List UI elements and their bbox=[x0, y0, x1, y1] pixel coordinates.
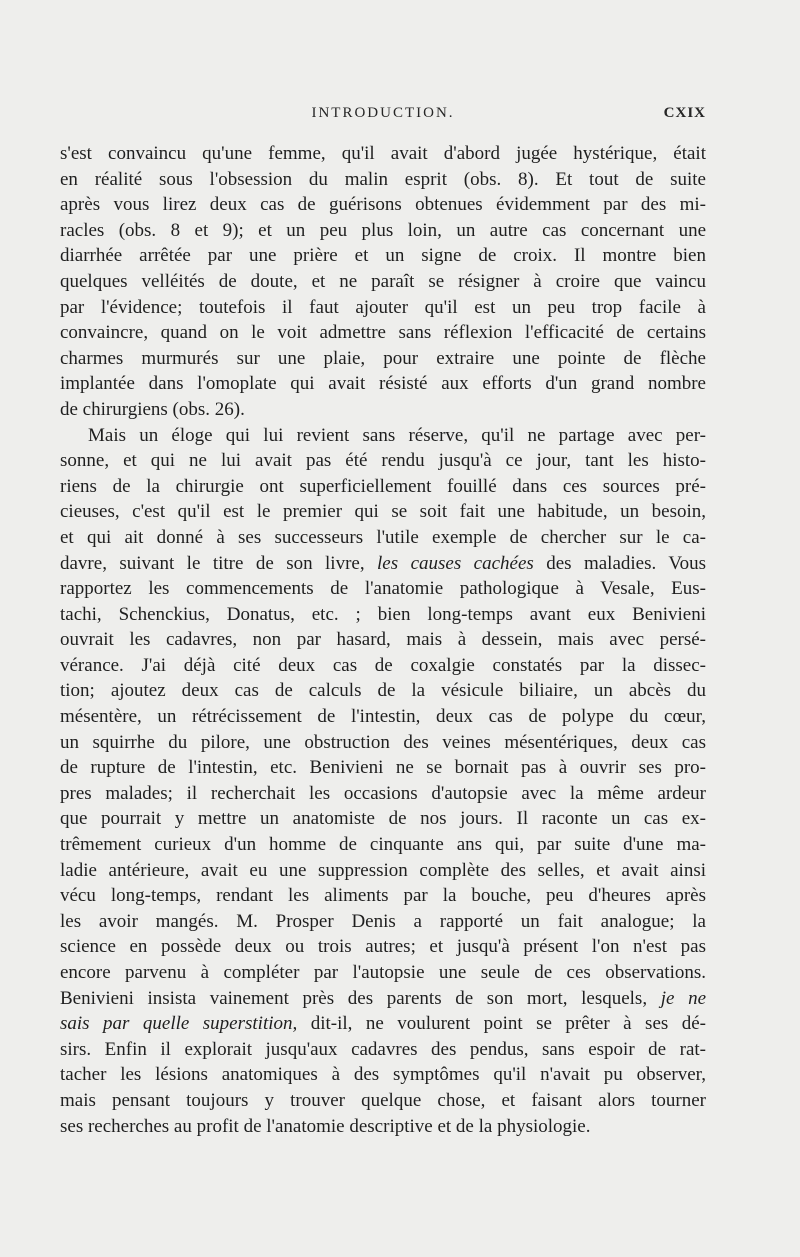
page-number: CXIX bbox=[663, 105, 706, 121]
text-line: sirs. Enfin il explorait jusqu'aux cadavres des pendus, sans espoir de rat- bbox=[60, 1038, 706, 1060]
text-line bbox=[60, 986, 706, 1012]
text-line: science en possède deux ou trois autres; et jusqu'à présent l'on n'est pas bbox=[60, 936, 706, 958]
text-line: sonne, et qui ne lui avait pas été rendu jusqu'à ce jour, tant les histo- bbox=[60, 450, 706, 472]
page-header bbox=[60, 105, 706, 129]
text-segment: Benivieni insista vainement près des parents de son mort, lesquels, bbox=[60, 987, 661, 1009]
text-line: de chirurgiens (obs. 26). bbox=[60, 398, 245, 420]
text-line: vécu long-temps, rendant les aliments par la bouche, peu d'heures après bbox=[60, 885, 706, 907]
text-line: et qui ait donné à ses successeurs l'utile exemple de chercher sur le ca- bbox=[60, 526, 706, 548]
text-line: quelques velléités de doute, et ne paraît se résigner à croire que vaincu bbox=[60, 270, 706, 292]
text-line: en réalité sous l'obsession du malin esprit (obs. 8). Et tout de suite bbox=[60, 168, 706, 190]
text-line: trêmement curieux d'un homme de cinquante ans qui, par suite d'une ma- bbox=[60, 834, 706, 856]
text-line: tacher les lésions anatomiques à des symptômes qu'il n'avait pu observer, bbox=[60, 1064, 706, 1086]
quote-italic: je ne bbox=[660, 987, 707, 1009]
text-line: charmes murmurés sur une plaie, pour extraire une pointe de flèche bbox=[60, 347, 706, 369]
running-head: INTRODUCTION. bbox=[311, 105, 455, 121]
text-line: un squirrhe du pilore, une obstruction des veines mésentériques, deux cas bbox=[60, 731, 706, 753]
text-line: implantée dans l'omoplate qui avait résisté aux efforts d'un grand nombre bbox=[60, 373, 706, 395]
text-line: ses recherches au profit de l'anatomie descriptive et de la physiologie. bbox=[60, 1115, 591, 1137]
text-line: pres malades; il recherchait les occasions d'autopsie avec la même ardeur bbox=[60, 782, 706, 804]
quote-italic: sais par quelle superstition, bbox=[60, 1013, 298, 1035]
text-line: Mais un éloge qui lui revient sans réserve, qu'il ne partage avec per- bbox=[88, 424, 706, 446]
text-line: s'est convaincu qu'une femme, qu'il avait d'abord jugée hystérique, était bbox=[60, 143, 706, 164]
body-text bbox=[60, 141, 706, 1139]
paragraph-2 bbox=[60, 423, 706, 1140]
text-line: tachi, Schenckius, Donatus, etc. ; bien long-temps avant eux Benivieni bbox=[60, 603, 706, 625]
text-line: racles (obs. 8 et 9); et un peu plus loin, un autre cas concernant une bbox=[60, 219, 706, 241]
text-line bbox=[60, 1011, 706, 1037]
text-line: par l'évidence; toutefois il faut ajouter qu'il est un peu trop facile à bbox=[60, 296, 706, 318]
text-line: vérance. J'ai déjà cité deux cas de coxalgie constatés par la dissec- bbox=[60, 654, 706, 676]
text-line: de rupture de l'intestin, etc. Benivieni ne se bornait pas à ouvrir ses pro- bbox=[60, 757, 706, 779]
text-line: riens de la chirurgie ont superficiellement fouillé dans ces sources pré- bbox=[60, 475, 706, 497]
text-segment: dit-il, ne voulurent point se prêter à ses dé- bbox=[297, 1013, 706, 1035]
text-line: mésentère, un rétrécissement de l'intestin, deux cas de polype du cœur, bbox=[60, 706, 706, 728]
text-line: diarrhée arrêtée par une prière et un signe de croix. Il montre bien bbox=[60, 245, 706, 267]
text-segment: davre, suivant le titre de son livre, bbox=[60, 552, 378, 574]
text-segment: des maladies. Vous bbox=[533, 552, 706, 574]
paragraph-1 bbox=[60, 141, 706, 423]
text-line: ladie antérieure, avait eu une suppression complète des selles, et avait ainsi bbox=[60, 859, 706, 881]
text-line: après vous lirez deux cas de guérisons obtenues évidemment par des mi- bbox=[60, 194, 706, 216]
text-line: rapportez les commencements de l'anatomie pathologique à Vesale, Eus- bbox=[60, 578, 706, 600]
book-title-italic: les causes cachées bbox=[377, 552, 534, 574]
text-line: encore parvenu à compléter par l'autopsie une seule de ces observations. bbox=[60, 962, 706, 983]
text-line: les avoir mangés. M. Prosper Denis a rapporté un fait analogue; la bbox=[60, 910, 706, 932]
text-line bbox=[60, 551, 706, 577]
text-line: convaincre, quand on le voit admettre sans réflexion l'efficacité de certains bbox=[60, 322, 706, 344]
text-line: tion; ajoutez deux cas de calculs de la vésicule biliaire, un abcès du bbox=[60, 680, 706, 702]
text-line: mais pensant toujours y trouver quelque chose, et faisant alors tourner bbox=[60, 1089, 706, 1111]
text-line: ouvrait les cadavres, non par hasard, mais à dessein, mais avec persé- bbox=[60, 629, 706, 651]
text-line: que pourrait y mettre un anatomiste de nos jours. Il raconte un cas ex- bbox=[60, 808, 706, 830]
text-line: cieuses, c'est qu'il est le premier qui se soit fait une habitude, un besoin, bbox=[60, 501, 706, 523]
